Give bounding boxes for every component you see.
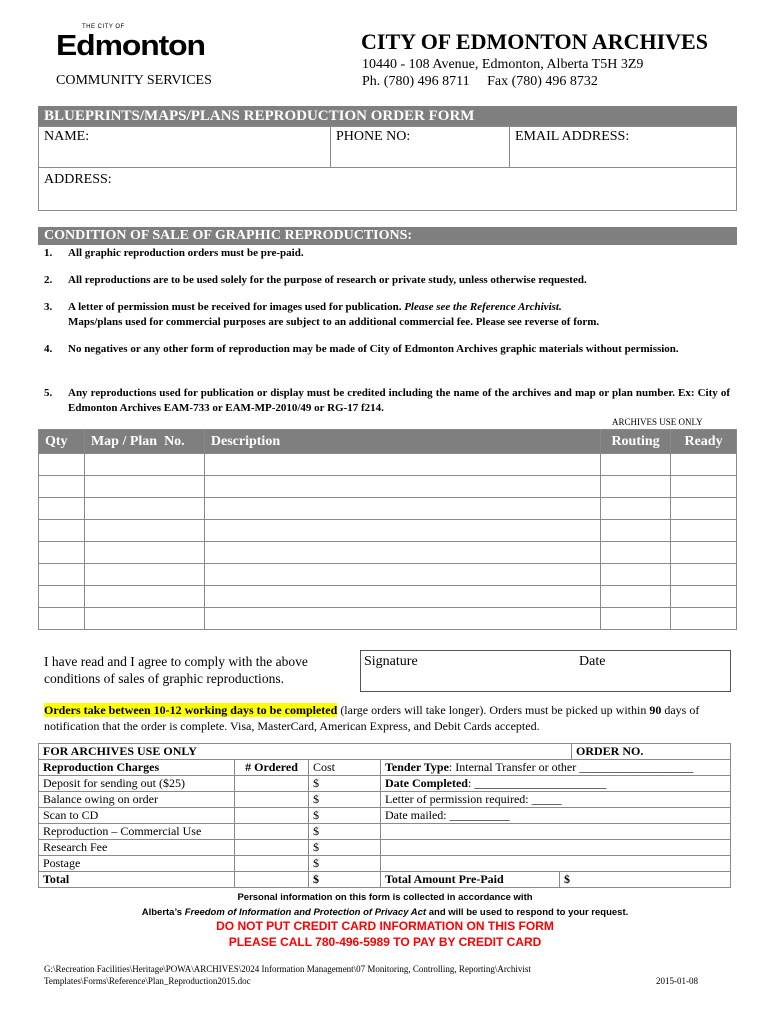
description-cell[interactable]: [204, 564, 600, 586]
archives-use-only-label: ARCHIVES USE ONLY: [612, 417, 703, 427]
condition-text-second: Maps/plans used for commercial purposes are subject to an additional commercial fee. Please see reverse of form.: [68, 316, 600, 328]
form-title: BLUEPRINTS/MAPS/PLANS REPRODUCTION ORDER FORM: [44, 108, 475, 124]
total-label: Total: [39, 872, 235, 888]
phone-field[interactable]: [330, 126, 510, 168]
cost-header: Cost: [309, 760, 381, 776]
condition-text: No negatives or any other form of reproduction may be made of City of Edmonton Archives graphic materials without permission.: [68, 343, 679, 355]
notice-text: (large orders will take longer). Orders must be picked up within: [337, 703, 650, 717]
file-path-line-2: Templates\Forms\Reference\Plan_Reproduction2015.doc: [44, 976, 251, 986]
description-header: Description: [204, 430, 600, 454]
ready-header: Ready: [671, 430, 737, 454]
ready-cell[interactable]: [671, 454, 737, 476]
signature-label: Signature: [364, 654, 418, 669]
org-address: 10440 - 108 Avenue, Edmonton, Alberta T5H 3Z9: [362, 57, 644, 72]
table-row: [39, 520, 737, 542]
charge-label: Reproduction – Commercial Use: [39, 824, 235, 840]
ordered-cell[interactable]: [235, 792, 309, 808]
qty-cell[interactable]: [39, 608, 85, 630]
routing-header: Routing: [601, 430, 671, 454]
routing-cell[interactable]: [601, 608, 671, 630]
map-plan-no-cell[interactable]: [84, 542, 204, 564]
signature-box[interactable]: [360, 650, 731, 692]
map-plan-no-cell[interactable]: [84, 476, 204, 498]
routing-cell[interactable]: [601, 498, 671, 520]
routing-cell[interactable]: [601, 542, 671, 564]
ordered-cell[interactable]: [235, 872, 309, 888]
table-row: [39, 586, 737, 608]
condition-text-italic: Please see the Reference Archivist.: [404, 301, 562, 313]
total-prepaid-label: Total Amount Pre-Paid: [385, 872, 504, 886]
routing-cell[interactable]: [601, 586, 671, 608]
name-label: NAME:: [44, 129, 90, 144]
condition-number: 2.: [44, 274, 53, 286]
charges-header: Reproduction Charges: [39, 760, 235, 776]
blank-cell: [381, 824, 731, 840]
map-plan-no-cell[interactable]: [84, 608, 204, 630]
ready-cell[interactable]: [671, 476, 737, 498]
condition-text: All graphic reproduction orders must be pre-paid.: [68, 247, 304, 259]
condition-text: Any reproductions used for publication or display must be credited including the name of the archives and map or plan number. Ex: City of Edmonton Archives EAM-733 or EAM-MP-2010/49 or RG-17 f214.: [68, 387, 730, 414]
privacy-line-1: Personal information on this form is collected in accordance with: [237, 892, 533, 903]
date-completed[interactable]: [381, 776, 731, 792]
condition-item: [44, 300, 730, 330]
ready-cell[interactable]: [671, 564, 737, 586]
condition-item: [44, 273, 730, 288]
charge-label: Deposit for sending out ($25): [39, 776, 235, 792]
condition-text: A letter of permission must be received for images used for publication.: [68, 301, 402, 313]
charge-label: Scan to CD: [39, 808, 235, 824]
conditions-title: CONDITION OF SALE OF GRAPHIC REPRODUCTIONS:: [44, 228, 413, 243]
notice-text-end: days of notification that the order is complete. Visa, MasterCard, American Express, and Debit Cards accepted.: [44, 703, 700, 733]
order-no-label: ORDER NO.: [571, 744, 731, 759]
qty-cell[interactable]: [39, 454, 85, 476]
date-mailed[interactable]: Date mailed: __________: [381, 808, 731, 824]
condition-text: All reproductions are to be used solely for the purpose of research or private study, unless otherwise requested.: [68, 274, 587, 286]
description-cell[interactable]: [204, 586, 600, 608]
description-cell[interactable]: [204, 498, 600, 520]
privacy-line-2: [0, 907, 770, 918]
map-plan-no-cell[interactable]: [84, 454, 204, 476]
total-cost-cell[interactable]: $: [309, 872, 381, 888]
date-label: Date: [579, 654, 606, 669]
cost-cell[interactable]: $: [309, 808, 381, 824]
map-plan-no-cell[interactable]: [84, 564, 204, 586]
cost-cell[interactable]: $: [309, 776, 381, 792]
map-plan-no-cell[interactable]: [84, 520, 204, 542]
table-row: [39, 608, 737, 630]
department-name: COMMUNITY SERVICES: [56, 73, 212, 88]
org-phone-fax: Ph. (780) 496 8711 Fax (780) 496 8732: [362, 74, 598, 89]
map-plan-no-cell[interactable]: [84, 498, 204, 520]
routing-cell[interactable]: [601, 520, 671, 542]
name-field[interactable]: [38, 126, 331, 168]
routing-cell[interactable]: [601, 564, 671, 586]
letter-permission[interactable]: Letter of permission required: _____: [381, 792, 731, 808]
privacy-line-2-post: and will be used to respond to your request.: [426, 907, 629, 918]
credit-card-warning-1: DO NOT PUT CREDIT CARD INFORMATION ON THIS FORM: [216, 919, 554, 933]
condition-number: 5.: [44, 387, 53, 399]
tender-type-value: : Internal Transfer or other ___________________: [448, 760, 694, 774]
ordered-header: # Ordered: [235, 760, 309, 776]
condition-number: 1.: [44, 247, 53, 259]
qty-cell[interactable]: [39, 520, 85, 542]
condition-item: [44, 246, 730, 261]
table-row: [39, 498, 737, 520]
charge-label: Research Fee: [39, 840, 235, 856]
tender-type-label: Tender Type: [385, 760, 449, 774]
condition-item: [44, 342, 730, 357]
address-label: ADDRESS:: [44, 172, 112, 187]
pickup-days: 90: [649, 703, 662, 717]
qty-cell[interactable]: [39, 564, 85, 586]
for-archives-label: FOR ARCHIVES USE ONLY: [43, 744, 197, 758]
agreement-text: I have read and I agree to comply with the above conditions of sales of graphic reproductions.: [44, 654, 308, 686]
file-path-line-1: G:\Recreation Facilities\Heritage\POWA\ARCHIVES\2024 Information Management\07 Monitoring, Controlling, Reporting\Archivist: [44, 964, 531, 974]
qty-cell[interactable]: [39, 476, 85, 498]
qty-cell[interactable]: [39, 586, 85, 608]
processing-time-highlight: Orders take between 10-12 working days to be completed: [44, 703, 338, 717]
total-prepaid-cell[interactable]: [381, 872, 731, 888]
charge-label: Balance owing on order: [39, 792, 235, 808]
logo-small-text: THE CITY OF: [82, 24, 125, 30]
ready-cell[interactable]: [671, 498, 737, 520]
ready-cell[interactable]: [671, 586, 737, 608]
city-logo: [56, 24, 216, 68]
address-field[interactable]: [38, 167, 737, 211]
ordered-cell[interactable]: [235, 856, 309, 872]
qty-cell[interactable]: [39, 498, 85, 520]
ready-cell[interactable]: [671, 542, 737, 564]
conditions-title-bar: [38, 227, 737, 245]
table-row: [39, 454, 737, 476]
condition-number: 3.: [44, 301, 53, 313]
cost-cell[interactable]: $: [309, 840, 381, 856]
description-cell[interactable]: [204, 542, 600, 564]
email-label: EMAIL ADDRESS:: [515, 129, 630, 144]
credit-card-warning-2: PLEASE CALL 780-496-5989 TO PAY BY CREDIT CARD: [228, 935, 542, 949]
tender-type[interactable]: [381, 760, 731, 776]
qty-cell[interactable]: [39, 542, 85, 564]
order-items-table: [38, 429, 737, 630]
table-row: [39, 564, 737, 586]
blank-cell: [381, 840, 731, 856]
cost-cell[interactable]: $: [309, 856, 381, 872]
table-row: [39, 542, 737, 564]
condition-number: 4.: [44, 343, 53, 355]
foip-act-name: Freedom of Information and Protection of Privacy Act: [184, 907, 427, 918]
form-title-bar: [38, 106, 737, 126]
date-completed-label: Date Completed: [385, 776, 468, 790]
phone-label: PHONE NO:: [336, 129, 411, 144]
org-title: CITY OF EDMONTON ARCHIVES: [361, 29, 708, 54]
ready-cell[interactable]: [671, 520, 737, 542]
total-prepaid-dollar: $: [559, 872, 570, 888]
qty-header: Qty: [39, 430, 85, 454]
condition-item: [44, 386, 730, 416]
routing-cell[interactable]: [601, 476, 671, 498]
description-cell[interactable]: [204, 454, 600, 476]
archives-header-row: [39, 744, 731, 760]
table-row: [39, 476, 737, 498]
map-plan-no-header: Map / Plan No.: [84, 430, 204, 454]
charge-label: Postage: [39, 856, 235, 872]
ordered-cell[interactable]: [235, 840, 309, 856]
email-field[interactable]: [509, 126, 737, 168]
ordered-cell[interactable]: [235, 808, 309, 824]
description-cell[interactable]: [204, 608, 600, 630]
ordered-cell[interactable]: [235, 776, 309, 792]
archives-charges-table: [38, 743, 731, 888]
cost-cell[interactable]: $: [309, 792, 381, 808]
form-date: 2015-01-08: [656, 976, 698, 986]
description-cell[interactable]: [204, 520, 600, 542]
logo-wordmark: Edmonton: [56, 30, 205, 62]
cost-cell[interactable]: $: [309, 824, 381, 840]
routing-cell[interactable]: [601, 454, 671, 476]
ordered-cell[interactable]: [235, 824, 309, 840]
blank-cell: [381, 856, 731, 872]
processing-notice: [44, 702, 734, 734]
ready-cell[interactable]: [671, 608, 737, 630]
privacy-line-2-pre: Alberta’s: [141, 907, 185, 918]
description-cell[interactable]: [204, 476, 600, 498]
map-plan-no-cell[interactable]: [84, 586, 204, 608]
date-completed-blank: : ______________________: [467, 776, 607, 790]
